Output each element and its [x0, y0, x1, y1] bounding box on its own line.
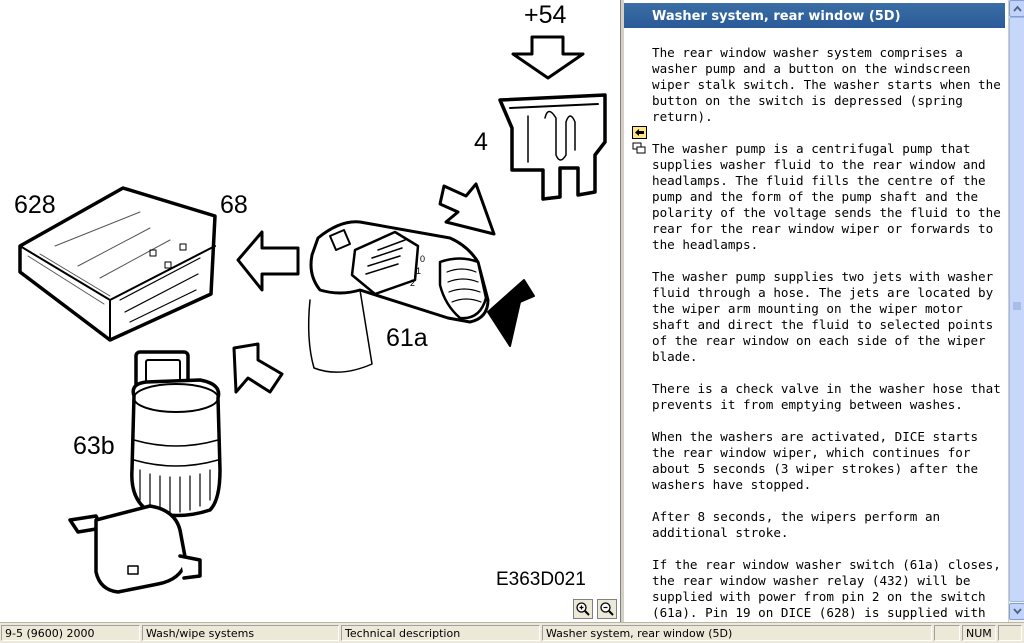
- scroll-up-button[interactable]: [1009, 0, 1024, 17]
- link-icon[interactable]: [632, 142, 647, 155]
- status-num: NUM: [962, 625, 996, 641]
- paragraph: There is a check valve in the washer hose that prevents it from emptying between washes.: [652, 381, 1001, 412]
- status-type: Technical description: [341, 625, 540, 641]
- vertical-scrollbar[interactable]: [1008, 0, 1024, 622]
- document-title: Washer system, rear window (5D): [652, 9, 901, 24]
- switch-marking: 1: [416, 266, 422, 276]
- document-body: [652, 45, 1002, 622]
- switch-marking: 0: [420, 254, 426, 264]
- status-group: Wash/wipe systems: [142, 625, 339, 641]
- label-pump-63b: 63b: [73, 432, 115, 460]
- switch-marking: 2: [410, 278, 416, 288]
- washer-pump-icon: [132, 352, 220, 516]
- grip-icon: [1013, 302, 1021, 310]
- scrollbar-thumb[interactable]: [1009, 17, 1024, 602]
- arrow-diagonal-icon: [440, 184, 494, 234]
- label-connector-68: 68: [220, 191, 248, 219]
- fuse-icon: [500, 95, 605, 199]
- paragraph: The washer pump is a centrifugal pump that supplies washer fluid to the rear window and headlamps. The fluid fills the centre of the pump and the form of the pump shaft and the polarity of the voltage sends the fluid to the rear for the rear window wiper or forwards to the headlamps.: [652, 141, 1001, 252]
- zoom-in-button[interactable]: [573, 599, 593, 619]
- zoom-out-button[interactable]: [597, 599, 617, 619]
- status-bar: [0, 622, 1024, 643]
- paragraph: If the rear window washer switch (61a) closes, the rear window washer relay (432) will be supplied with power from pin 2 on the switch (61a). Pin 19 on DICE (628) is supplied with: [652, 557, 1001, 620]
- check-valve-icon: [70, 506, 200, 592]
- arrow-down-icon: [513, 37, 583, 78]
- arrow-diagonal-icon: [234, 344, 282, 392]
- label-switch-61a: 61a: [386, 324, 428, 352]
- paragraph: After 8 seconds, the wipers perform an additional stroke.: [652, 509, 941, 540]
- status-blank: [998, 625, 1022, 641]
- label-fuse-4: 4: [474, 128, 488, 156]
- press-arrow-icon: [488, 280, 534, 346]
- zoom-out-icon: [598, 600, 616, 618]
- status-model: 9-5 (9600) 2000: [1, 625, 140, 641]
- paragraph: When the washers are activated, DICE starts the rear window wiper, which continues for about 5 seconds (3 wiper strokes) after the washers have stopped.: [652, 429, 979, 492]
- zoom-in-icon: [574, 600, 592, 618]
- status-topic: Washer system, rear window (5D): [542, 625, 932, 641]
- label-plus54: +54: [524, 1, 567, 29]
- figure-code: E363D021: [496, 569, 586, 590]
- status-blank: [934, 625, 960, 641]
- document-pane: [624, 0, 1008, 622]
- chevron-up-icon: [1013, 5, 1022, 12]
- scroll-down-button[interactable]: [1009, 603, 1024, 620]
- document-title-bar: [624, 3, 1005, 28]
- paragraph: The washer pump supplies two jets with washer fluid through a hose. The jets are located by the wiper arm mounting on the wiper motor shaft and direct the fluid to selected points of the rear window on each side of the wiper blade.: [652, 269, 994, 364]
- chevron-down-icon: [1013, 608, 1022, 615]
- back-arrow-icon[interactable]: [632, 126, 647, 139]
- arrow-left-icon: [238, 232, 298, 290]
- paragraph: The rear window washer system comprises a washer pump and a button on the windscreen wiper stalk switch. The washer starts when the button on the switch is depressed (spring return).: [652, 45, 1001, 124]
- label-dice-628: 628: [14, 191, 56, 219]
